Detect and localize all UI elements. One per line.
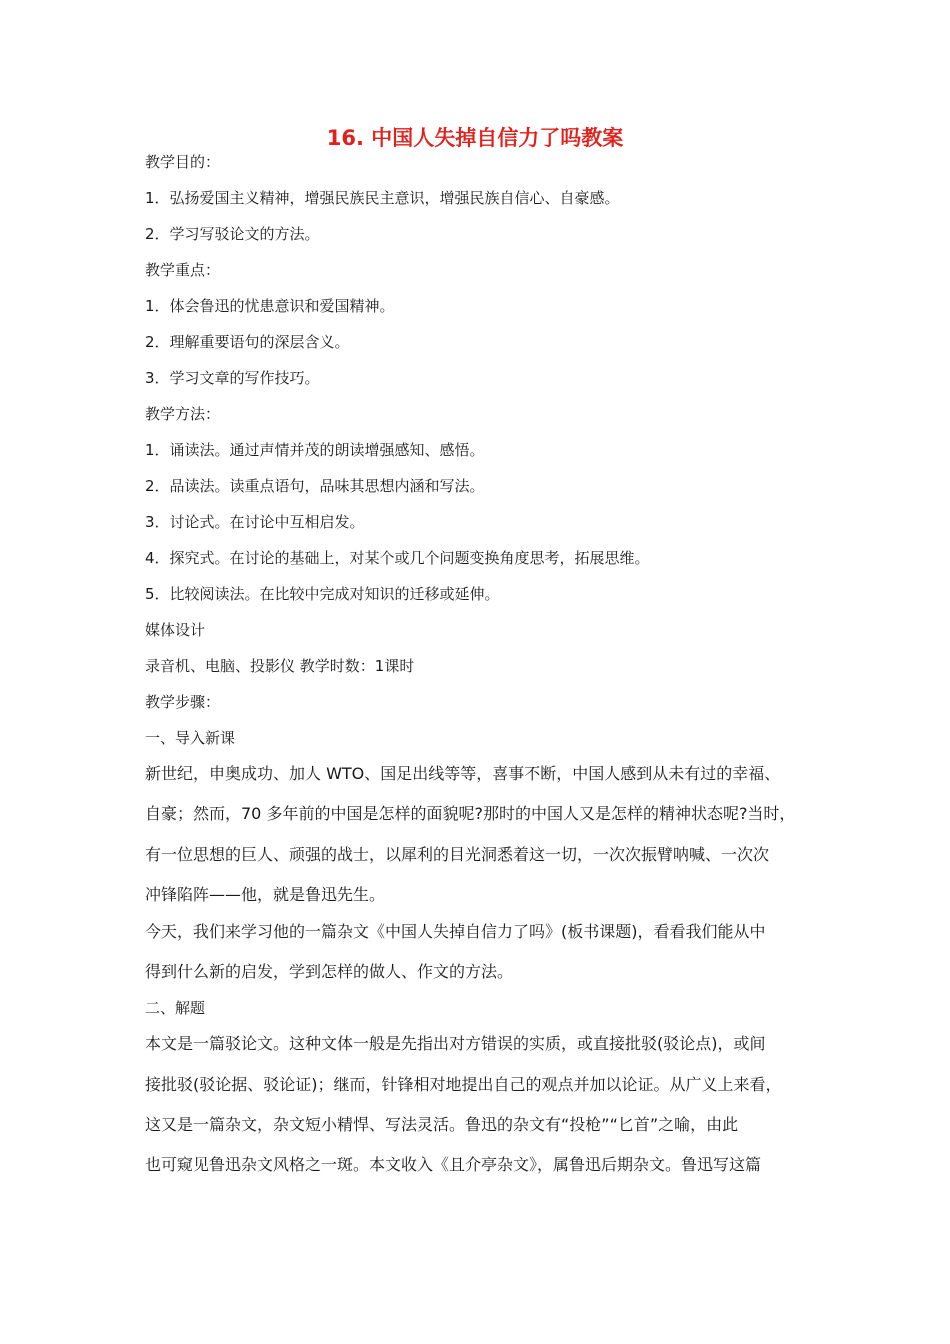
method-item-4: 4．探究式。在讨论的基础上，对某个或几个问题变换角度思考，拓展思维。 <box>145 549 650 567</box>
heading-media-design: 媒体设计 <box>145 621 206 639</box>
heading-teaching-focus: 教学重点： <box>145 261 221 279</box>
intro-paragraph-line: 自豪；然而，70 多年前的中国是怎样的面貌呢?那时的中国人又是怎样的精神状态呢?当时， <box>145 804 796 823</box>
goal-item-2: 2．学习写驳论文的方法。 <box>145 225 320 243</box>
section-intro-heading: 一、导入新课 <box>145 729 236 747</box>
focus-item-2: 2．理解重要语句的深层含义。 <box>145 333 350 351</box>
method-item-5: 5．比较阅读法。在比较中完成对知识的迁移或延伸。 <box>145 585 500 603</box>
heading-teaching-methods: 教学方法： <box>145 405 221 423</box>
goal-item-1: 1．弘扬爱国主义精神，增强民族民主意识，增强民族自信心、自豪感。 <box>145 189 620 207</box>
topic-paragraph-line: 也可窥见鲁迅杂文风格之一斑。本文收入《且介亭杂文》，属鲁迅后期杂文。鲁迅写这篇 <box>145 1155 762 1174</box>
media-equipment: 录音机、电脑、投影仪 教学时数：1课时 <box>145 657 415 675</box>
intro-paragraph-line: 新世纪，申奥成功、加人 WTO、国足出线等等，喜事不断，中国人感到从未有过的幸福、 <box>145 764 781 783</box>
intro-paragraph-line: 得到什么新的启发，学到怎样的做人、作文的方法。 <box>145 962 514 981</box>
method-item-3: 3．讨论式。在讨论中互相启发。 <box>145 513 365 531</box>
focus-item-1: 1．体会鲁迅的忧患意识和爱国精神。 <box>145 297 395 315</box>
document-title: 16. 中国人失掉自信力了吗教案 <box>326 126 624 150</box>
topic-paragraph-line: 本文是一篇驳论文。这种文体一般是先指出对方错误的实质，或直接批驳(驳论点)，或间 <box>145 1034 766 1053</box>
topic-paragraph-line: 这又是一篇杂文，杂文短小精悍、写法灵活。鲁迅的杂文有“投枪”“匕首”之喻，由此 <box>145 1115 739 1134</box>
intro-paragraph-line: 冲锋陷阵——他，就是鲁迅先生。 <box>145 885 386 904</box>
intro-paragraph-line: 有一位思想的巨人、顽强的战士，以犀利的目光洞悉着这一切，一次次振臂呐喊、一次次 <box>145 845 770 864</box>
topic-paragraph-line: 接批驳(驳论据、驳论证)；继而，针锋相对地提出自己的观点并加以论证。从广义上来看， <box>145 1075 782 1094</box>
method-item-1: 1．诵读法。通过声情并茂的朗读增强感知、感悟。 <box>145 441 485 459</box>
method-item-2: 2．品读法。读重点语句，品味其思想内涵和写法。 <box>145 477 485 495</box>
focus-item-3: 3．学习文章的写作技巧。 <box>145 369 320 387</box>
section-topic-heading: 二、解题 <box>145 999 206 1017</box>
heading-teaching-steps: 教学步骤： <box>145 693 221 711</box>
intro-paragraph-line: 今天，我们来学习他的一篇杂文《中国人失掉自信力了吗》(板书课题)，看看我们能从中 <box>145 922 766 941</box>
heading-teaching-goals: 教学目的： <box>145 153 221 171</box>
